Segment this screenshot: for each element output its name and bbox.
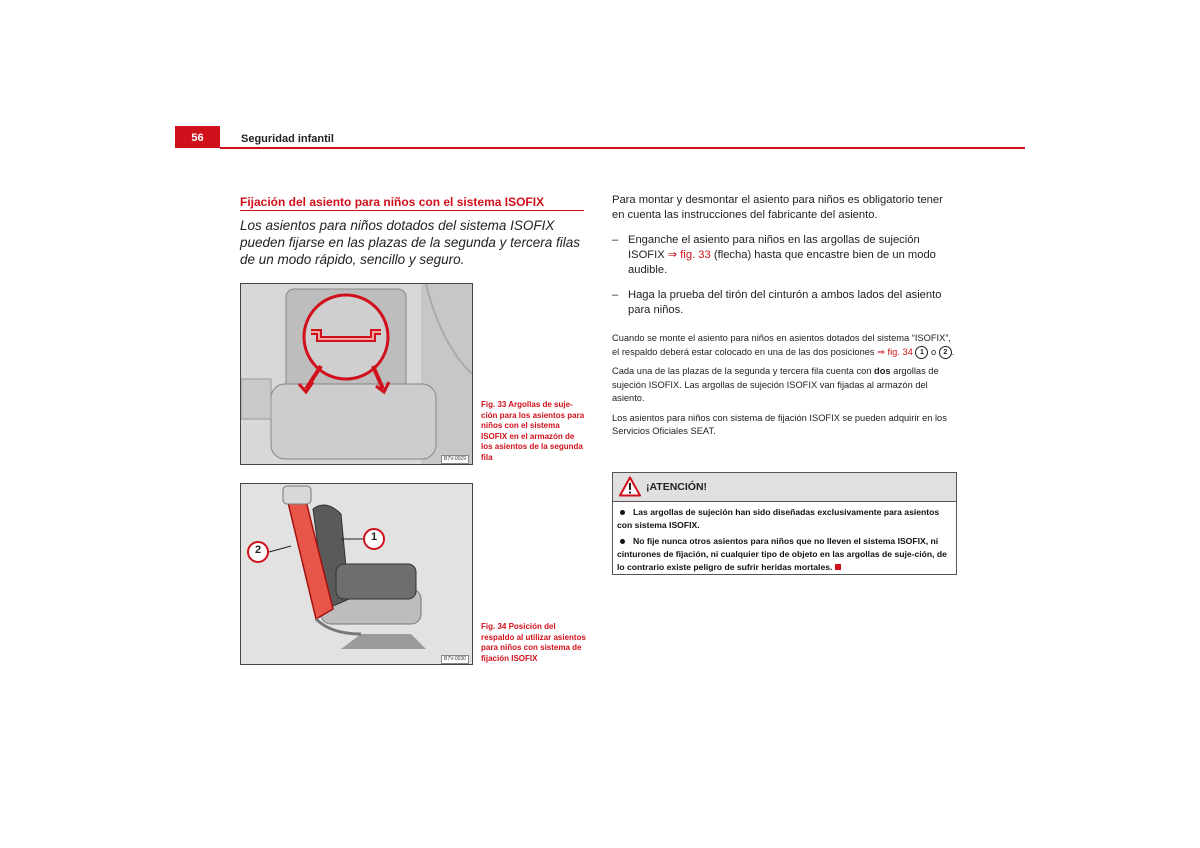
header-rule bbox=[220, 147, 1025, 149]
bullet-icon bbox=[620, 510, 625, 515]
isofix-anchor-illustration bbox=[241, 284, 472, 464]
warning-box bbox=[612, 472, 957, 575]
figure-34-caption: Fig. 34 Posición del respaldo al utilizar asientos para niños con sistema de fijación ISOFIX bbox=[481, 622, 586, 663]
section-header: Seguridad infantil bbox=[241, 133, 334, 145]
figure-34 bbox=[240, 483, 473, 665]
callout-circle-2: 2 bbox=[939, 346, 952, 359]
figure-33 bbox=[240, 283, 473, 465]
figure-reference-link[interactable]: ⇒ fig. 34 bbox=[877, 346, 913, 357]
section-title: Fijación del asiento para niños con el sistema ISOFIX bbox=[240, 195, 545, 209]
step-dash: – bbox=[612, 234, 619, 246]
intro-paragraph: Los asientos para niños dotados del sistema ISOFIX pueden fijarse en las plazas de la segunda y tercera filas de un modo rápido, sencillo y seguro. bbox=[240, 218, 580, 267]
note-1: Cuando se monte el asiento para niños en asientos dotados del sistema “ISOFIX”, el respaldo deberá estar colocado en una de las dos posiciones ⇒ fig. 34 1 o 2 . bbox=[612, 332, 957, 359]
figure-reference-link[interactable]: ⇒ fig. 33 bbox=[667, 249, 711, 261]
step-2: Haga la prueba del tirón del cinturón a ambos lados del asiento para niños. bbox=[628, 289, 942, 316]
warning-triangle-icon bbox=[619, 476, 641, 497]
warning-item: No fije nunca otros asientos para niños que no lleven el sistema ISOFIX, ni cinturones de fijación, ni cualquier tipo de objeto en las argollas de suje-ción, de lo contrario existe peligro de sufrir heridas mortales. bbox=[617, 536, 947, 572]
step-1: Enganche el asiento para niños en las argollas de sujeción ISOFIX ⇒ fig. 33 (flecha) hasta que encastre bien de un modo audible. bbox=[628, 234, 936, 276]
page-number: 56 bbox=[191, 132, 204, 144]
section-title-rule bbox=[240, 210, 584, 211]
warning-header bbox=[613, 473, 956, 502]
end-marker-icon bbox=[835, 564, 841, 570]
seat-backrest-illustration bbox=[241, 484, 472, 664]
figure-code: B7V-0030 bbox=[441, 655, 469, 664]
paragraph-1: Para montar y desmontar el asiento para niños es obligatorio tener en cuenta las instrucciones del fabricante del asiento. bbox=[612, 194, 943, 221]
note-3: Los asientos para niños con sistema de fijación ISOFIX se pueden adquirir en los Servicios Oficiales SEAT. bbox=[612, 412, 947, 436]
figure-code: B7V-0029 bbox=[441, 455, 469, 464]
callout-2: 2 bbox=[254, 544, 262, 556]
warning-item: Las argollas de sujeción han sido diseñadas exclusivamente para asientos con sistema ISOFIX. bbox=[617, 507, 940, 530]
callout-1: 1 bbox=[370, 531, 378, 543]
note-2: Cada una de las plazas de la segunda y tercera fila cuenta con dos argollas de sujeción ISOFIX. Las argollas de sujeción ISOFIX van fijadas al armazón del asiento. bbox=[612, 366, 939, 403]
bullet-icon bbox=[620, 539, 625, 544]
step-dash: – bbox=[612, 289, 619, 301]
warning-title: ¡ATENCIÓN! bbox=[646, 481, 708, 493]
callout-circle-1: 1 bbox=[915, 346, 928, 359]
figure-33-caption: Fig. 33 Argollas de suje-ción para los asientos para niños con el sistema ISOFIX en el armazón de los asientos de la segunda fila bbox=[481, 400, 585, 462]
